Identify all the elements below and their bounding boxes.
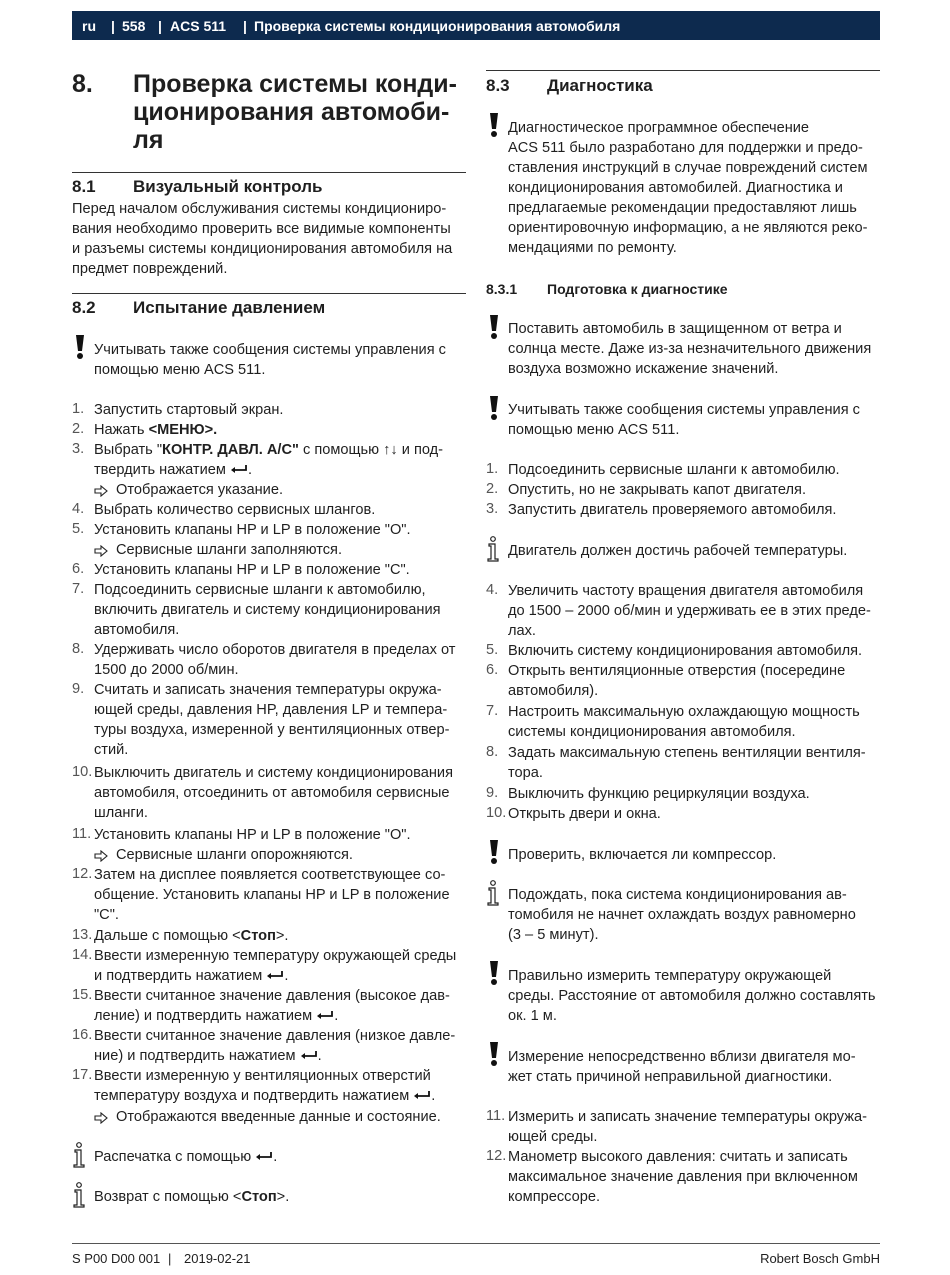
exclamation-icon	[488, 395, 500, 421]
step-text: общение. Установить клапаны HP и LP в положение	[94, 887, 450, 903]
step-text	[94, 1006, 338, 1026]
step-text-part: Нажать	[94, 422, 149, 438]
step-text-part: Дальше с помощью <	[94, 928, 241, 944]
step-number: 13.	[72, 927, 93, 943]
step-number: 1.	[486, 461, 499, 477]
subsection-number: 8.3.1	[486, 281, 518, 297]
step-text: Задать максимальную степень вентиляции вентиля-	[508, 745, 866, 761]
result-arrow-icon	[94, 485, 108, 497]
step-text-part: .	[334, 1008, 339, 1024]
step-text: компрессоре.	[508, 1189, 600, 1205]
footer-company: Robert Bosch GmbH	[760, 1251, 880, 1266]
step-text: включить двигатель и систему кондиционирования	[94, 602, 441, 618]
warning-line: Поставить автомобиль в защищенном от ветра и	[508, 321, 842, 337]
step-text: Ввести считанное значение давления (низкое давле-	[94, 1028, 456, 1044]
footer-doc-number: S P00 D00 001	[72, 1251, 161, 1266]
step-number: 6.	[72, 561, 85, 577]
step-text	[94, 460, 252, 480]
warning-line: Учитывать также сообщения системы управления с	[508, 402, 860, 418]
stop-key-label: Стоп	[240, 928, 276, 944]
step-text: шланги.	[94, 805, 148, 821]
info-note	[94, 1187, 289, 1207]
arrow-up-icon: ↑	[383, 442, 391, 458]
section-title: Диагностика	[547, 76, 653, 95]
warning-line: жет стать причиной неправильной диагностики.	[508, 1069, 833, 1085]
section-number: 8.2	[72, 298, 96, 317]
step-text-part: температуру воздуха и подтвердить нажатием	[94, 1088, 414, 1104]
info-note: Двигатель должен достичь рабочей температуры.	[508, 543, 848, 559]
step-number: 4.	[72, 501, 85, 517]
step-text-part: и подтвердить нажатием	[94, 968, 267, 984]
warning-line: ок. 1 м.	[508, 1008, 557, 1024]
info-icon	[486, 880, 500, 906]
footer-date: 2019-02-21	[184, 1251, 251, 1266]
section-number: 8.3	[486, 76, 510, 95]
enter-key-icon	[230, 464, 248, 474]
step-result: Отображаются введенные данные и состояние.	[116, 1109, 441, 1125]
enter-key-icon	[255, 1151, 273, 1161]
step-number: 8.	[486, 744, 499, 760]
step-number: 10.	[486, 805, 507, 821]
step-text: Открыть двери и окна.	[508, 806, 661, 822]
chapter-number: 8.	[72, 70, 93, 98]
step-text-part: твердить нажатием	[94, 462, 230, 478]
info-line: томобиля не начнет охлаждать воздух равномерно	[508, 907, 856, 923]
step-text: Ввести измеренную температуру окружающей среды	[94, 948, 457, 964]
step-number: 11.	[486, 1108, 506, 1124]
warning-line: ставления инструкций в случае повреждений систем	[508, 160, 868, 176]
header-title: Проверка системы кондиционирования автомобиля	[254, 18, 621, 34]
footer-divider	[72, 1243, 880, 1244]
section-title: Визуальный контроль	[133, 177, 323, 196]
step-text: Подсоединить сервисные шланги к автомобилю.	[508, 462, 840, 478]
step-number: 3.	[486, 501, 499, 517]
step-text: Увеличить частоту вращения двигателя автомобиля	[508, 583, 864, 599]
note-line: помощью меню ACS 511.	[94, 362, 266, 378]
step-number: 7.	[72, 581, 85, 597]
step-text: "C".	[94, 907, 119, 923]
step-number: 6.	[486, 662, 499, 678]
step-number: 14.	[72, 947, 93, 963]
step-text: ющей среды.	[508, 1129, 598, 1145]
paragraph-line: Перед началом обслуживания системы кондициониро-	[72, 201, 447, 217]
step-text: Установить клапаны HP и LP в положение "O".	[94, 522, 411, 538]
step-number: 12.	[72, 866, 93, 882]
step-text: до 1500 – 2000 об/мин и удерживать ее в этих преде-	[508, 603, 871, 619]
step-text: максимальное значение давления при включенном	[508, 1169, 858, 1185]
step-text: туры воздуха, измеренной у вентиляционных отвер-	[94, 722, 450, 738]
step-number: 12.	[486, 1148, 507, 1164]
header-bar	[72, 11, 880, 40]
step-text: Считать и записать значения температуры окружа-	[94, 682, 442, 698]
step-text	[94, 1086, 435, 1106]
info-line: Подождать, пока система кондиционирования ав-	[508, 887, 847, 903]
step-number: 2.	[486, 481, 499, 497]
chapter-title-line: ля	[133, 126, 164, 154]
info-icon	[486, 536, 500, 562]
info-text-part: .	[273, 1149, 278, 1165]
step-text: Открыть вентиляционные отверстия (посередине	[508, 663, 846, 679]
step-number: 5.	[486, 642, 499, 658]
section-divider	[486, 70, 880, 71]
warning-line: ACS 511 было разработано для поддержки и предо-	[508, 140, 863, 156]
step-text	[94, 420, 217, 440]
enter-key-icon	[413, 1090, 431, 1100]
step-result: Сервисные шланги заполняются.	[116, 542, 343, 558]
step-text: Выбрать количество сервисных шлангов.	[94, 502, 376, 518]
warning-line: кондиционирования автомобилей. Диагностика и	[508, 180, 843, 196]
menu-key-label: <МЕНЮ>.	[148, 422, 218, 438]
step-number: 9.	[486, 785, 499, 801]
step-result: Сервисные шланги опорожняются.	[116, 847, 353, 863]
enter-key-icon	[316, 1010, 334, 1020]
step-number: 1.	[72, 401, 85, 417]
warning-line: Проверить, включается ли компрессор.	[508, 847, 777, 863]
header-page: 558	[122, 18, 146, 34]
info-icon	[72, 1182, 86, 1208]
step-number: 4.	[486, 582, 499, 598]
step-number: 17.	[72, 1067, 93, 1083]
exclamation-icon	[488, 960, 500, 986]
info-line: (3 – 5 минут).	[508, 927, 599, 943]
step-text: автомобиля).	[508, 683, 599, 699]
step-text-part: .	[247, 462, 253, 478]
info-text-part: Распечатка с помощью	[94, 1149, 256, 1165]
warning-line: среды. Расстояние от автомобиля должно составлять	[508, 988, 876, 1004]
step-text: Выключить функцию рециркуляции воздуха.	[508, 786, 810, 802]
step-text	[94, 966, 288, 986]
exclamation-icon	[488, 112, 500, 138]
step-text: Затем на дисплее появляется соответствующее со-	[94, 867, 446, 883]
step-text-part: .	[431, 1088, 436, 1104]
enter-key-icon	[266, 970, 284, 980]
step-text: Запустить двигатель проверяемого автомобиля.	[508, 502, 837, 518]
step-result: Отображается указание.	[116, 482, 284, 498]
step-text: Запустить стартовый экран.	[94, 402, 284, 418]
step-text-part: >.	[275, 928, 289, 944]
section-divider	[72, 293, 466, 294]
exclamation-icon	[488, 1041, 500, 1067]
warning-line: Правильно измерить температуру окружающей	[508, 968, 832, 984]
exclamation-icon	[74, 334, 86, 360]
header-separator: |	[158, 18, 162, 34]
step-text: тора.	[508, 765, 543, 781]
step-text	[94, 926, 288, 946]
warning-line: Диагностическое программное обеспечение	[508, 120, 810, 136]
step-text: автомобиля, отсоединить от автомобиля сервисные	[94, 785, 450, 801]
step-text: Манометр высокого давления: считать и записать	[508, 1149, 848, 1165]
step-text: Опустить, но не закрывать капот двигателя.	[508, 482, 807, 498]
warning-line: солнца месте. Даже из-за незначительного движения	[508, 341, 872, 357]
step-text-part: .	[317, 1048, 322, 1064]
step-text: Удерживать число оборотов двигателя в пределах от	[94, 642, 456, 658]
note-line: Учитывать также сообщения системы управления с	[94, 342, 446, 358]
result-arrow-icon	[94, 545, 108, 557]
chapter-title-line: ционирования автомоби-	[133, 98, 450, 126]
result-arrow-icon	[94, 850, 108, 862]
step-text: Включить систему кондиционирования автомобиля.	[508, 643, 863, 659]
step-number: 9.	[72, 681, 85, 697]
step-number: 3.	[72, 441, 85, 457]
step-text: стий.	[94, 742, 129, 758]
paragraph-line: вания необходимо проверить все видимые компоненты	[72, 221, 451, 237]
step-text: Настроить максимальную охлаждающую мощность	[508, 704, 860, 720]
step-number: 15.	[72, 987, 93, 1003]
step-text-part: Выбрать "	[94, 442, 163, 458]
info-icon	[72, 1142, 86, 1168]
step-text	[94, 440, 443, 460]
warning-line: предлагаемые рекомендации предоставляют лишь	[508, 200, 857, 216]
footer-separator: |	[168, 1251, 172, 1266]
step-text: автомобиля.	[94, 622, 180, 638]
menu-item-label: КОНТР. ДАВЛ. А/С"	[162, 442, 299, 458]
step-text: ющей среды, давления HP, давления LP и темпера-	[94, 702, 448, 718]
step-text: 1500 до 2000 об/мин.	[94, 662, 239, 678]
chapter-title-line: Проверка системы конди-	[133, 70, 457, 98]
paragraph-line: предмет повреждений.	[72, 261, 228, 277]
step-number: 7.	[486, 703, 499, 719]
enter-key-icon	[300, 1050, 318, 1060]
step-text	[94, 1046, 322, 1066]
step-number: 16.	[72, 1027, 93, 1043]
info-text-part: >.	[276, 1189, 290, 1205]
step-text-part: с помощью	[298, 442, 384, 458]
step-text-part: ние) и подтвердить нажатием	[94, 1048, 300, 1064]
exclamation-icon	[488, 314, 500, 340]
paragraph-line: и разъемы системы кондиционирования автомобиля на	[72, 241, 453, 257]
stop-key-label: Стоп	[241, 1189, 277, 1205]
step-number: 10.	[72, 764, 93, 780]
step-text: Ввести считанное значение давления (высокое дав-	[94, 988, 450, 1004]
info-note	[94, 1147, 277, 1167]
step-number: 8.	[72, 641, 85, 657]
subsection-title: Подготовка к диагностике	[547, 281, 728, 297]
step-text: Выключить двигатель и систему кондиционирования	[94, 765, 453, 781]
step-text-part: и под-	[397, 442, 444, 458]
result-arrow-icon	[94, 1112, 108, 1124]
header-lang: ru	[82, 18, 96, 34]
warning-line: воздуха возможно искажение значений.	[508, 361, 779, 377]
step-number: 2.	[72, 421, 85, 437]
section-divider	[72, 172, 466, 173]
step-text: системы кондиционирования автомобиля.	[508, 724, 796, 740]
exclamation-icon	[488, 839, 500, 865]
step-text: Подсоединить сервисные шланги к автомобилю,	[94, 582, 426, 598]
step-text: Измерить и записать значение температуры окружа-	[508, 1109, 867, 1125]
header-separator: |	[111, 18, 115, 34]
step-text-part: .	[284, 968, 289, 984]
step-text: Установить клапаны HP и LP в положение "C".	[94, 562, 410, 578]
header-product: ACS 511	[170, 18, 227, 34]
step-text-part: ление) и подтвердить нажатием	[94, 1008, 317, 1024]
info-text-part: Возврат с помощью <	[94, 1189, 242, 1205]
warning-line: помощью меню ACS 511.	[508, 422, 680, 438]
warning-line: ориентировочную информацию, а не являются реко-	[508, 220, 868, 236]
warning-line: Измерение непосредственно вблизи двигателя мо-	[508, 1049, 856, 1065]
section-title: Испытание давлением	[133, 298, 326, 317]
step-text: лах.	[508, 623, 536, 639]
header-separator: |	[243, 18, 247, 34]
step-number: 11.	[72, 826, 92, 842]
warning-line: мендациями по ремонту.	[508, 240, 677, 256]
step-text: Установить клапаны HP и LP в положение "O".	[94, 827, 411, 843]
arrow-down-icon: ↓	[390, 442, 398, 458]
section-number: 8.1	[72, 177, 96, 196]
step-number: 5.	[72, 521, 85, 537]
step-text: Ввести измеренную у вентиляционных отверстий	[94, 1068, 431, 1084]
